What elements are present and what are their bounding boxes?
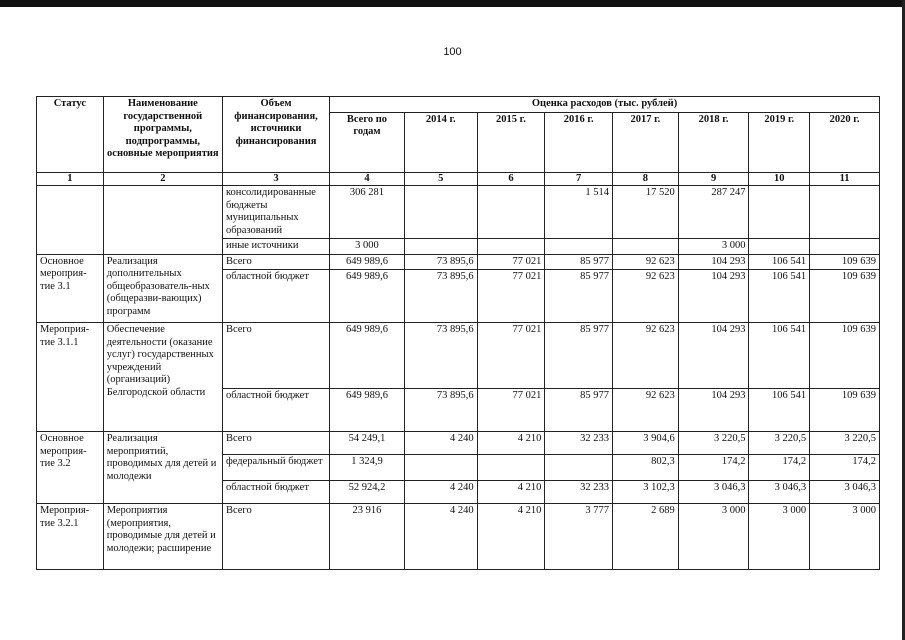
year-value-cell: 174,2	[678, 455, 749, 481]
header-2018: 2018 г.	[678, 112, 749, 173]
column-number: 2	[103, 173, 222, 186]
year-value-cell: 174,2	[810, 455, 880, 481]
column-number: 9	[678, 173, 749, 186]
year-value-cell	[545, 455, 613, 481]
year-value-cell: 4 210	[477, 432, 545, 455]
year-value-cell	[477, 186, 545, 239]
header-name: Наименование государственной программы, подпрограммы, основные мероприятия	[103, 97, 222, 173]
year-value-cell: 4 210	[477, 504, 545, 570]
status-cell	[37, 186, 104, 255]
year-value-cell: 802,3	[613, 455, 679, 481]
table-row	[37, 432, 880, 455]
year-value-cell	[810, 239, 880, 255]
scan-top-border	[0, 0, 905, 7]
year-value-cell: 104 293	[678, 270, 749, 323]
total-value-cell: 649 989,6	[330, 323, 405, 389]
column-number: 4	[330, 173, 405, 186]
header-2015: 2015 г.	[477, 112, 545, 173]
status-cell: Мероприя-тие 3.2.1	[37, 504, 104, 570]
year-value-cell: 109 639	[810, 389, 880, 432]
header-2014: 2014 г.	[404, 112, 477, 173]
total-value-cell: 54 249,1	[330, 432, 405, 455]
year-value-cell: 3 904,6	[613, 432, 679, 455]
year-value-cell: 85 977	[545, 323, 613, 389]
year-value-cell: 73 895,6	[404, 270, 477, 323]
year-value-cell: 77 021	[477, 254, 545, 270]
header-2017: 2017 г.	[613, 112, 679, 173]
year-value-cell: 106 541	[749, 270, 810, 323]
year-value-cell: 92 623	[613, 270, 679, 323]
year-value-cell	[613, 239, 679, 255]
year-value-cell: 106 541	[749, 389, 810, 432]
header-total: Всего по годам	[330, 112, 405, 173]
year-value-cell: 174,2	[749, 455, 810, 481]
year-value-cell: 104 293	[678, 323, 749, 389]
header-2016: 2016 г.	[545, 112, 613, 173]
header-estimate: Оценка расходов (тыс. рублей)	[330, 97, 880, 113]
year-value-cell: 4 240	[404, 481, 477, 504]
year-value-cell: 104 293	[678, 389, 749, 432]
column-number: 7	[545, 173, 613, 186]
year-value-cell	[404, 186, 477, 239]
year-value-cell: 4 240	[404, 432, 477, 455]
funding-source-cell: консолидированные бюджеты муниципальных образований	[222, 186, 329, 239]
table-row	[37, 323, 880, 389]
year-value-cell: 77 021	[477, 270, 545, 323]
year-value-cell: 2 689	[613, 504, 679, 570]
year-value-cell: 4 210	[477, 481, 545, 504]
year-value-cell	[477, 239, 545, 255]
funding-source-cell: Всего	[222, 254, 329, 270]
year-value-cell: 3 000	[749, 504, 810, 570]
program-name-cell: Реализация мероприятий, проводимых для детей и молодежи	[103, 432, 222, 504]
year-value-cell: 32 233	[545, 481, 613, 504]
program-name-cell: Реализация дополнительных общеобразователь-ных (общеразви-вающих) программ	[103, 254, 222, 323]
year-value-cell	[749, 186, 810, 239]
column-number: 8	[613, 173, 679, 186]
year-value-cell: 3 046,3	[749, 481, 810, 504]
year-value-cell: 106 541	[749, 323, 810, 389]
total-value-cell: 23 916	[330, 504, 405, 570]
header-status: Статус	[37, 97, 104, 173]
total-value-cell: 649 989,6	[330, 270, 405, 323]
year-value-cell: 77 021	[477, 323, 545, 389]
table-row	[37, 254, 880, 270]
year-value-cell: 92 623	[613, 389, 679, 432]
year-value-cell: 1 514	[545, 186, 613, 239]
year-value-cell: 73 895,6	[404, 323, 477, 389]
total-value-cell: 649 989,6	[330, 254, 405, 270]
year-value-cell: 109 639	[810, 254, 880, 270]
funding-source-cell: областной бюджет	[222, 481, 329, 504]
column-number: 1	[37, 173, 104, 186]
year-value-cell: 287 247	[678, 186, 749, 239]
year-value-cell: 85 977	[545, 254, 613, 270]
column-number: 3	[222, 173, 329, 186]
funding-source-cell: Всего	[222, 504, 329, 570]
year-value-cell: 17 520	[613, 186, 679, 239]
year-value-cell: 4 240	[404, 504, 477, 570]
year-value-cell: 73 895,6	[404, 254, 477, 270]
year-value-cell: 3 000	[678, 504, 749, 570]
year-value-cell: 73 895,6	[404, 389, 477, 432]
header-volume: Объем финансирования, источники финансирования	[222, 97, 329, 173]
year-value-cell: 3 102,3	[613, 481, 679, 504]
program-name-cell: Мероприятия (мероприятия, проводимые для детей и молодежи; расширение	[103, 504, 222, 570]
budget-table	[36, 96, 880, 570]
year-value-cell: 92 623	[613, 254, 679, 270]
year-value-cell: 109 639	[810, 323, 880, 389]
year-value-cell: 3 000	[678, 239, 749, 255]
year-value-cell: 106 541	[749, 254, 810, 270]
program-name-cell: Обеспечение деятельности (оказание услуг) государственных учреждений (организаций) Белгородской области	[103, 323, 222, 432]
year-value-cell: 109 639	[810, 270, 880, 323]
year-value-cell	[545, 239, 613, 255]
year-value-cell: 32 233	[545, 432, 613, 455]
funding-source-cell: федеральный бюджет	[222, 455, 329, 481]
year-value-cell	[404, 239, 477, 255]
total-value-cell: 649 989,6	[330, 389, 405, 432]
status-cell: Основное мероприя-тие 3.1	[37, 254, 104, 323]
column-number-row	[37, 173, 880, 186]
page-number: 100	[443, 46, 462, 58]
column-number: 11	[810, 173, 880, 186]
year-value-cell: 3 220,5	[749, 432, 810, 455]
year-value-cell: 3 046,3	[810, 481, 880, 504]
funding-source-cell: Всего	[222, 323, 329, 389]
column-number: 6	[477, 173, 545, 186]
status-cell: Основное мероприя-тие 3.2	[37, 432, 104, 504]
year-value-cell: 92 623	[613, 323, 679, 389]
year-value-cell: 85 977	[545, 270, 613, 323]
total-value-cell: 52 924,2	[330, 481, 405, 504]
funding-source-cell: областной бюджет	[222, 270, 329, 323]
table-row	[37, 504, 880, 570]
funding-source-cell: Всего	[222, 432, 329, 455]
year-value-cell: 3 000	[810, 504, 880, 570]
funding-source-cell: областной бюджет	[222, 389, 329, 432]
header-2019: 2019 г.	[749, 112, 810, 173]
table-row	[37, 186, 880, 239]
year-value-cell: 85 977	[545, 389, 613, 432]
header-2020: 2020 г.	[810, 112, 880, 173]
year-value-cell: 104 293	[678, 254, 749, 270]
year-value-cell	[404, 455, 477, 481]
year-value-cell: 3 220,5	[678, 432, 749, 455]
total-value-cell: 1 324,9	[330, 455, 405, 481]
year-value-cell	[749, 239, 810, 255]
year-value-cell: 3 046,3	[678, 481, 749, 504]
year-value-cell: 77 021	[477, 389, 545, 432]
column-number: 5	[404, 173, 477, 186]
total-value-cell: 306 281	[330, 186, 405, 239]
column-number: 10	[749, 173, 810, 186]
status-cell: Мероприя-тие 3.1.1	[37, 323, 104, 432]
year-value-cell: 3 220,5	[810, 432, 880, 455]
funding-source-cell: иные источники	[222, 239, 329, 255]
total-value-cell: 3 000	[330, 239, 405, 255]
year-value-cell	[477, 455, 545, 481]
year-value-cell: 3 777	[545, 504, 613, 570]
year-value-cell	[810, 186, 880, 239]
program-name-cell	[103, 186, 222, 255]
table-body	[37, 186, 880, 570]
